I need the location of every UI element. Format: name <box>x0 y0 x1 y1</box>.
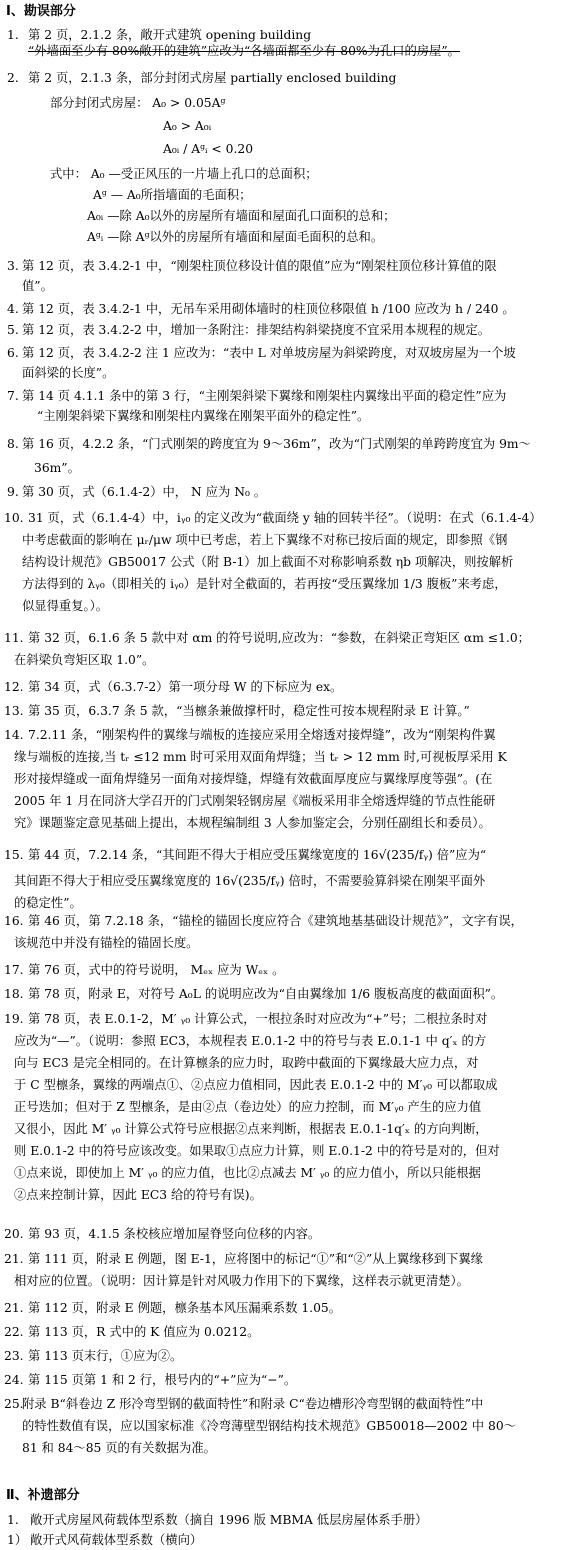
text-line: 第 2 页，2.1.2 条，敞开式建筑 opening building <box>28 28 312 42</box>
text-line: 应改为“—”。（说明：参照 EC3，本规程表 E.0.1-2 中的符号与表 E.0.1-1 中 q′ₓ 的方 <box>14 1034 487 1048</box>
item-number: 17. <box>4 963 24 977</box>
text-line: 第 115 页第 1 和 2 行，根号内的“+”应为“−”。 <box>28 1373 297 1387</box>
text-line: A₀ᵢ / Aᵍᵢ < 0.20 <box>163 142 254 156</box>
item-number: 6. <box>7 346 19 360</box>
text-line: Aᵍ — A₀所指墙面的毛面积； <box>93 188 252 202</box>
text-line: 面斜梁的长度”。 <box>22 366 115 380</box>
text-line: 2005 年 1 月在同济大学召开的门式刚架轻钢房屋《端板采用非全熔透焊缝的节点性能研 <box>14 794 496 808</box>
text-line: 7.2.11 条，“刚架构件的翼缘与端板的连接应采用全熔透对接焊缝”，改为“刚架构件翼 <box>28 728 496 742</box>
item-number: 24. <box>4 1373 24 1387</box>
text-line: 第 16 页，4.2.2 条，“门式刚架的跨度宜为 9～36m”，改为“门式刚架的单跨跨度宜为 9m～ <box>22 437 531 451</box>
text-line: 似显得重复。）。 <box>22 599 109 613</box>
text-line: 值”。 <box>22 279 53 293</box>
item-number: 22. <box>4 1325 24 1339</box>
text-line: 究》课题鉴定意见基础上提出，本规程编制组 3 人参加鉴定会，分别任副组长和委员）。 <box>14 816 491 830</box>
text-line: 第 113 页，R 式中的 K 值应为 0.0212。 <box>28 1325 260 1339</box>
text-line: 于 C 型檩条，翼缘的两端点①、②点应力值相同，因此表 E.0.1-2 中的 M′ᵧ₀ 可以都取成 <box>14 1078 498 1092</box>
item-number: 14. <box>4 728 24 742</box>
item-number: 4. <box>7 302 19 316</box>
section-heading: Ⅱ、补遗部分 <box>6 1488 80 1503</box>
text-line: 第 112 页，附录 E 例题，檩条基本风压漏乘系数 1.05。 <box>28 1301 342 1315</box>
text-line: 第 44 页，7.2.14 条，“其间距不得大于相应受压翼缘宽度的 16√(235/fᵧ) 倍”应为“ <box>28 848 487 862</box>
text-line: 第 76 页，式中的符号说明， Mₑₓ 应为 Wₑₓ 。 <box>28 963 285 977</box>
item-number: 21. <box>4 1301 24 1315</box>
text-line: 第 93 页，4.1.5 条校核应增加屋脊竖向位移的内容。 <box>28 1227 321 1241</box>
text-line: 该规范中并没有锚栓的锚固长度。 <box>14 936 199 950</box>
text-line: 部分封闭式房屋： A₀ > 0.05Aᵍ <box>50 96 226 110</box>
text-line: 第 113 页末行，①应为②。 <box>28 1349 183 1363</box>
text-line: 第 78 页，表 E.0.1-2，M′ ᵧ₀ 计算公式，一根拉条时对应改为“+”号；二根拉条时对 <box>28 1012 488 1026</box>
text-line: 的特性数值有误，应以国家标准《冷弯薄壁型钢结构技术规范》GB50018—2002 中 80～ <box>22 1419 516 1433</box>
text-line: 第 34 页，式（6.3.7-2）第一项分母 W 的下标应为 ex。 <box>28 680 343 694</box>
item-number: 3. <box>7 259 19 273</box>
text-line: 第 14 页 4.1.1 条中的第 3 行，“主刚架斜梁下翼缘和刚架柱内翼缘出平面的稳定性”应为 <box>22 389 507 403</box>
text-line: 第 30 页，式（6.1.4-2）中， N 应为 N₀ 。 <box>22 485 267 499</box>
item-number: 11. <box>4 631 24 645</box>
item-number: 20. <box>4 1227 24 1241</box>
text-line: “主刚架斜梁下翼缘和刚架柱内翼缘在刚架平面外的稳定性”。 <box>37 409 370 423</box>
text-line: 的稳定性”。 <box>14 896 82 910</box>
item-number: 10. <box>4 511 24 525</box>
text-line: 其间距不得大于相应受压翼缘宽度的 16√(235/fᵧ) 倍时，不需要验算斜梁在刚架平面外 <box>14 874 486 888</box>
text-line: 缘与端板的连接,当 tᵣ ≤12 mm 时可采用双面角焊缝；当 tᵣ > 12 mm 时,可视板厚采用 K <box>14 750 507 764</box>
text-line: “外墙面至少有 80%敞开的建筑”应改为“各墙面都至少有 80%为孔口的房屋”。 <box>28 44 460 58</box>
text-line: ①点来说，即使加上 M′ ᵧ₀ 的应力值，也比②点减去 M′ ᵧ₀ 的应力值小，所以只能根据 <box>14 1166 481 1180</box>
text-line: 在斜梁负弯矩区取 1.0”。 <box>14 653 155 667</box>
item-number: 2. <box>7 71 19 85</box>
text-line: 第 12 页，表 3.4.2-2 注 1 应改为：“表中 L 对单坡房屋为斜梁跨度，对双坡房屋为一个坡 <box>22 346 516 360</box>
text-line: 正号迭加；但对于 Z 型檩条，是由②点（卷边处）的应力控制，而 M′ᵧ₀ 产生的应力值 <box>14 1100 482 1114</box>
item-number: 7. <box>7 389 19 403</box>
item-number: 16. <box>4 914 24 928</box>
text-line: 结构设计规范》GB50017 公式（附 B-1）加上截面不对称影响系数 ηb 项解决，则按解析 <box>22 555 514 569</box>
text-line: 第 12 页，表 3.4.2-1 中，无吊车采用砌体墙时的柱顶位移限值 h /100 应改为 h / 240 。 <box>22 302 515 316</box>
text-line: 中考虑截面的影响在 μᵣ/μw 项中已考虑，若上下翼缘不对称已按后面的规定，即参照《钢 <box>22 533 508 547</box>
item-number: 8. <box>7 437 19 451</box>
text-line: 81 和 84～85 页的有关数据为准。 <box>22 1441 216 1455</box>
item-number: 15. <box>4 848 24 862</box>
text-line: A₀ > A₀ᵢ <box>163 119 212 133</box>
item-number: 13. <box>4 704 24 718</box>
text-line: 相对应的位置。（说明：因计算是针对风吸力作用下的下翼缘，这样表示就更清楚）。 <box>14 1274 469 1288</box>
text-line: A₀ᵢ —除 A₀以外的房屋所有墙面和屋面孔口面积的总和； <box>87 209 396 223</box>
text-line: 第 111 页，附录 E 例题，图 E-1，应将图中的标记“①”和“②”从上翼缘移到下翼缘 <box>28 1252 483 1266</box>
text-line: 第 12 页，表 3.4.2-2 中，增加一条附注：排架结构斜梁挠度不宜采用本规程的规定。 <box>22 323 491 337</box>
text-line: 方法得到的 λᵧ₀（即相关的 iᵧ₀）是针对全截面的，若再按“受压翼缘加 1/3 腹板”来考虑， <box>22 577 507 591</box>
text-line: 式中： A₀ —受正风压的一片墙上孔口的总面积； <box>50 167 318 181</box>
item-number: 1. <box>7 1513 19 1527</box>
item-number: 1. <box>7 28 19 42</box>
item-number: 9. <box>7 485 19 499</box>
item-number: 12. <box>4 680 24 694</box>
text-line: 敞开式风荷载体型系数（横向） <box>30 1533 203 1547</box>
text-line: 第 46 页，第 7.2.18 条，“锚栓的锚固长度应符合《建筑地基基础设计规范》”，文字有误， <box>28 914 523 928</box>
text-line: 向与 EC3 是完全相同的。在计算檩条的应力时，取跨中截面的下翼缘最大应力点，对 <box>14 1056 479 1070</box>
text-line: 第 12 页，表 3.4.2-1 中，“刚架柱顶位移设计值的限值”应为“刚架柱顶位移计算值的限 <box>22 259 497 273</box>
text-line: 第 35 页，6.3.7 条 5 款，“当檩条兼做撑杆时，稳定性可按本规程附录 E 计算。” <box>28 704 470 718</box>
item-number: 18. <box>4 987 24 1001</box>
text-line: 36m”。 <box>34 461 80 475</box>
text-line: ②点来控制计算，因此 EC3 给的符号有误)。 <box>14 1188 262 1202</box>
text-line: 31 页，式（6.1.4-4）中，iᵧ₀ 的定义改为“截面绕 y 轴的回转半径”。（说明：在式（6.1.4-4） <box>28 511 542 525</box>
item-number: 23. <box>4 1349 24 1363</box>
text-line: 敞开式房屋风荷载体型系数（摘自 1996 版 MBMA 低层房屋体系手册） <box>30 1513 428 1527</box>
item-number: 21. <box>4 1252 24 1266</box>
text-line: 形对接焊缝或一面角焊缝另一面角对接焊缝，焊缝有效截面厚度应与翼缘厚度等强”。(在 <box>14 772 493 786</box>
section-heading: Ⅰ、勘误部分 <box>6 4 76 19</box>
item-number: 19. <box>4 1012 24 1026</box>
text-line: 则 E.0.1-2 中的符号应该改变。如果取①点应力计算，则 E.0.1-2 中的符号是对的，但对 <box>14 1144 500 1158</box>
text-line: Aᵍᵢ —除 Aᵍ以外的房屋所有墙面和屋面毛面积的总和。 <box>87 230 384 244</box>
text-line: 第 78 页，附录 E，对符号 A₀L 的说明应改为“自由翼缘加 1/6 腹板高度的截面面积”。 <box>28 987 504 1001</box>
text-line: 第 2 页，2.1.3 条，部分封闭式房屋 partially enclosed building <box>28 71 397 85</box>
item-number: 25. <box>4 1397 24 1411</box>
item-number: 5. <box>7 323 19 337</box>
text-line: 又很小，因此 M′ ᵧ₀ 计算公式符号应根据②点来判断，根据表 E.0.1-1q′ₓ 的方向判断， <box>14 1122 488 1136</box>
text-line: 第 32 页，6.1.6 条 5 款中对 αm 的符号说明,应改为：“参数，在斜梁正弯矩区 αm ≤1.0； <box>28 631 530 645</box>
text-line: 附录 B“斜卷边 Z 形冷弯型钢的截面特性”和附录 C“卷边槽形冷弯型钢的截面特性”中 <box>22 1397 484 1411</box>
item-number: 1） <box>7 1533 28 1547</box>
